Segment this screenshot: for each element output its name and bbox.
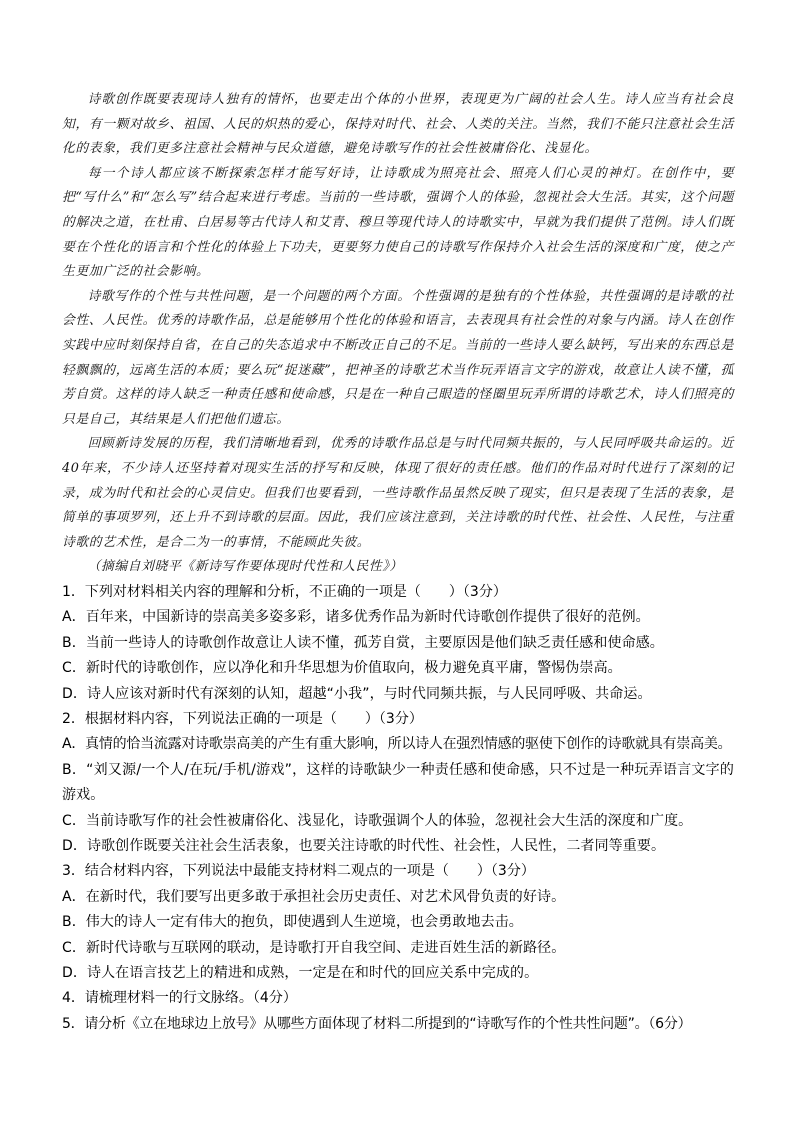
passage-paragraph-1: 诗歌创作既要表现诗人独有的情怀，也要走出个体的小世界，表现更为广阔的社会人生。诗人应当有社会良知，有一颗对故乡、祖国、人民的炽热的爱心，保持对时代、社会、人类的关注。当然，我们不能只注意社会生活化的表象，我们更多注意社会精神与民众道德，避免诗歌写作的社会性被庸俗化、浅显化。 <box>62 92 734 157</box>
question-list <box>62 580 734 1037</box>
question-5 <box>62 1012 734 1037</box>
question-3 <box>62 859 734 986</box>
option-d: D．诗人应该对新时代有深刻的认知，超越“小我”，与时代同频共振，与人民同呼吸、共命运。 <box>62 685 652 702</box>
passage-paragraph-4: 回顾新诗发展的历程，我们清晰地看到，优秀的诗歌作品总是与时代同频共振的，与人民同呼吸共命运的。近40年来，不少诗人还坚持着对现实生活的抒写和反映，体现了很好的责任感。他们的作品对时代进行了深刻的记录，成为时代和社会的心灵信史。但我们也要看到，一些诗歌作品虽然反映了现实，但只是表现了生活的表象，是简单的事项罗列，还上升不到诗歌的层面。因此，我们应该注意到，关注诗歌的时代性、社会性、人民性，与注重诗歌的艺术性，是合二为一的事情，不能顾此失彼。 <box>62 436 734 550</box>
option-b: B．伟大的诗人一定有伟大的抱负，即使遇到人生逆境，也会勇敢地去击。 <box>62 914 523 931</box>
option-a: A．真情的恰当流露对诗歌崇高美的产生有重大影响，所以诗人在强烈情感的驱使下创作的诗歌就具有崇高美。 <box>62 736 732 753</box>
question-stem: 3．结合材料内容，下列说法中最能支持材料二观点的一项是（ ）（3分） <box>62 863 535 880</box>
option-c: C．新时代诗歌与互联网的联动，是诗歌打开自我空间、走进百姓生活的新路径。 <box>62 939 566 956</box>
question-stem: 2．根据材料内容，下列说法正确的一项是（ ）（3分） <box>62 710 423 727</box>
passage-source: （摘编自刘晓平《新诗写作要体现时代性和人民性》） <box>87 559 403 575</box>
option-c: C．当前诗歌写作的社会性被庸俗化、浅显化，诗歌强调个人的体验，忽视社会大生活的深度和广度。 <box>62 812 693 829</box>
question-4 <box>62 986 734 1011</box>
option-c: C．新时代的诗歌创作，应以净化和升华思想为价值取向，极力避免真平庸，警惕伪崇高。 <box>62 660 622 677</box>
option-a: A．在新时代，我们要写出更多敢于承担社会历史责任、对艺术风骨负责的好诗。 <box>62 888 566 905</box>
reading-passage <box>62 88 734 580</box>
exam-page <box>62 88 734 1037</box>
question-stem: 1．下列对材料相关内容的理解和分析，不正确的一项是（ ）（3分） <box>62 583 507 600</box>
option-b: B．当前一些诗人的诗歌创作故意让人读不懂，孤芳自赏，主要原因是他们缺乏责任感和使命感。 <box>62 634 664 651</box>
option-a: A．百年来，中国新诗的崇高美多姿多彩，诸多优秀作品为新时代诗歌创作提供了很好的范例。 <box>62 609 650 626</box>
passage-paragraph-3: 诗歌写作的个性与共性问题，是一个问题的两个方面。个性强调的是独有的个性体验，共性强调的是诗歌的社会性、人民性。优秀的诗歌作品，总是能够用个性化的体验和语言，去表现具有社会性的对象与内涵。诗人在创作实践中应时刻保持自省，在自己的失态追求中不断改正自己的不足。当前的一些诗人要么缺钙，写出来的东西总是轻飘飘的，远离生活的本质；要么玩“捉迷藏”，把神圣的诗歌艺术当作玩弄语言文字的游戏，故意让人读不懂，孤芳自赏。这样的诗人缺乏一种责任感和使命感，只是在一种自己眼造的怪圈里玩弄所谓的诗歌艺术，诗人们照亮的只是自己，其结果是人们把他们遗忘。 <box>62 288 734 427</box>
option-d: D．诗歌创作既要关注社会生活表象，也要关注诗歌的时代性、社会性，人民性，二者同等重要。 <box>62 837 666 854</box>
passage-paragraph-2: 每一个诗人都应该不断探索怎样才能写好诗，让诗歌成为照亮社会、照亮人们心灵的神灯。在创作中，要把“写什么”和“怎么写”结合起来进行考虑。当前的一些诗歌，强调个人的体验，忽视社会大生活。其实，这个问题的解决之道，在杜甫、白居易等古代诗人和艾青、穆旦等现代诗人的诗歌实中，早就为我们提供了范例。诗人们既要在个性化的语言和个性化的体验上下功夫，更要努力使自己的诗歌写作保持介入社会生活的深度和广度，使之产生更加广泛的社会影响。 <box>62 165 734 280</box>
question-1 <box>62 580 734 707</box>
option-d: D．诗人在语言技艺上的精进和成熟，一定是在和时代的回应关系中完成的。 <box>62 964 539 981</box>
question-stem: 5．请分析《立在地球边上放号》从哪些方面体现了材料二所提到的“诗歌写作的个性共性问题”。（6分） <box>62 1015 692 1032</box>
question-stem: 4．请梳理材料一的行文脉络。（4分） <box>62 990 297 1007</box>
option-b: B．“刘又源/一个人/在玩/手机/游戏”，这样的诗歌缺少一种责任感和使命感，只不过是一种玩弄语言文字的游戏。 <box>62 761 734 804</box>
question-2 <box>62 707 734 859</box>
